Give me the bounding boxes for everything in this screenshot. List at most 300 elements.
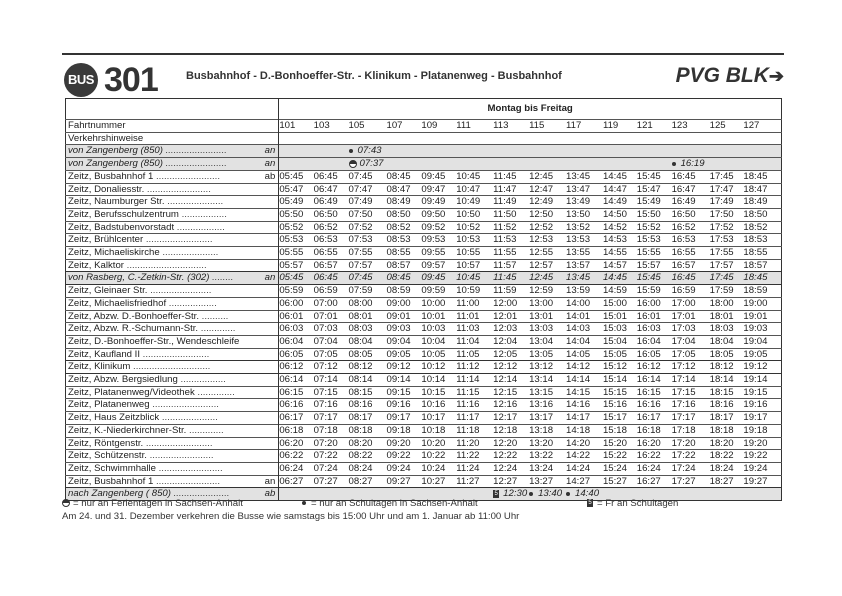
departure-time: 16:57 (672, 259, 710, 272)
departure-time: 06:24 (279, 462, 314, 475)
departure-time: 15:50 (637, 208, 672, 221)
departure-time: 10:18 (421, 424, 456, 437)
departure-time: 07:24 (314, 462, 349, 475)
departure-time: 16:04 (637, 335, 672, 348)
departure-time: 12:57 (529, 259, 566, 272)
departure-time: 18:12 (710, 361, 744, 374)
departure-time: 11:27 (456, 475, 493, 488)
departure-time: 12:03 (493, 323, 529, 336)
leader-dots: ............................. (130, 361, 211, 373)
stop-name-cell (66, 272, 279, 285)
departure-time: 18:17 (710, 412, 744, 425)
departure-time: 18:55 (743, 247, 781, 260)
departure-time: 08:17 (349, 412, 387, 425)
departure-time: 12:52 (529, 221, 566, 234)
departure-time: 08:45 (387, 272, 422, 285)
departure-time (387, 145, 422, 158)
departure-time: 07:20 (314, 437, 349, 450)
stop-name: Zeitz, Michaelisfriedhof (68, 297, 167, 309)
departure-time: 17:27 (672, 475, 710, 488)
stop-name: Zeitz, Schützenstr. (68, 450, 147, 462)
departure-time: 11:20 (456, 437, 493, 450)
departure-time: 15:49 (637, 196, 672, 209)
stop-name-cell (66, 183, 279, 196)
stop-name: Zeitz, Kaufland II (68, 348, 140, 360)
departure-time: 18:45 (743, 170, 781, 183)
departure-time: 11:59 (493, 285, 529, 298)
departure-time: 15:47 (637, 183, 672, 196)
departure-time: 19:04 (743, 335, 781, 348)
departure-time: 09:49 (421, 196, 456, 209)
stop-name-cell (66, 462, 279, 475)
departure-time: 17:47 (710, 183, 744, 196)
trip-number: 103 (314, 120, 349, 133)
departure-time: 05:52 (279, 221, 314, 234)
departure-time: 13:45 (566, 272, 603, 285)
trip-number: 121 (637, 120, 672, 133)
trip-number-label: Fahrtnummer (66, 120, 279, 133)
departure-time: 19:24 (743, 462, 781, 475)
departure-time: 08:00 (349, 297, 387, 310)
departure-time: 13:22 (529, 450, 566, 463)
departure-time: 07:59 (349, 285, 387, 298)
departure-time: 11:22 (456, 450, 493, 463)
stop-name: Zeitz, Gleinaer Str. (68, 285, 148, 297)
departure-time: 13:50 (566, 208, 603, 221)
departure-time: 16:50 (672, 208, 710, 221)
leader-dots: ..................... (170, 488, 230, 500)
departure-time: 16:53 (672, 234, 710, 247)
departure-time: 11:15 (456, 386, 493, 399)
route-description: Busbahnhof - D.-Bonhoeffer-Str. - Klinikum - Platanenweg - Busbahnhof (186, 70, 562, 82)
departure-time: 06:20 (279, 437, 314, 450)
departure-time: 10:50 (456, 208, 493, 221)
departure-time: 13:47 (566, 183, 603, 196)
departure-time: 05:57 (279, 259, 314, 272)
stop-name: Zeitz, Naumburger Str. (68, 196, 165, 208)
legend-friday-text: = Fr an Schultagen (597, 498, 679, 509)
departure-time: 18:59 (743, 285, 781, 298)
departure-time: 11:57 (493, 259, 529, 272)
stop-name: von Zangenberg (850) (68, 145, 163, 157)
timetable-row (66, 335, 782, 348)
departure-time: 17:12 (672, 361, 710, 374)
departure-time (421, 145, 456, 158)
trip-number: 119 (603, 120, 637, 133)
timetable-row (66, 386, 782, 399)
timetable-row (66, 399, 782, 412)
departure-time: 18:53 (743, 234, 781, 247)
departure-time: 12:18 (493, 424, 529, 437)
leader-dots: ..................... (159, 247, 219, 259)
departure-time: 09:16 (387, 399, 422, 412)
departure-time: 08:57 (387, 259, 422, 272)
departure-time: 14:55 (603, 247, 637, 260)
legend-school-text: = nur an Schultagen in Sachsen-Anhalt (311, 498, 478, 509)
departure-time: 08:04 (349, 335, 387, 348)
friday-box-icon: 5 (588, 500, 592, 507)
departure-time: 18:01 (710, 310, 744, 323)
timetable-row (66, 348, 782, 361)
trip-number: 125 (710, 120, 744, 133)
departure-time: 06:49 (314, 196, 349, 209)
timetable-row (66, 462, 782, 475)
departure-time: 11:01 (456, 310, 493, 323)
departure-time: 09:14 (387, 374, 422, 387)
leader-dots: .............................. (123, 259, 207, 271)
departure-time: 14:40 (566, 488, 603, 501)
trip-number: 105 (349, 120, 387, 133)
legend-holiday-text: = nur an Ferientagen in Sachsen-Anhalt (73, 498, 243, 509)
departure-time: 11:18 (456, 424, 493, 437)
stop-name-cell (66, 247, 279, 260)
departure-time: 13:12 (529, 361, 566, 374)
departure-time: 15:53 (637, 234, 672, 247)
departure-time: 15:45 (637, 272, 672, 285)
departure-time: 08:45 (387, 170, 422, 183)
service-days: Montag bis Freitag (487, 103, 573, 115)
timetable-row (66, 145, 782, 158)
departure-time: 17:03 (672, 323, 710, 336)
departure-time: 13:27 (529, 475, 566, 488)
leader-dots: ........................ (155, 462, 223, 474)
departure-time: 09:01 (387, 310, 422, 323)
departure-time: 19:00 (743, 297, 781, 310)
departure-time: 13:05 (529, 348, 566, 361)
dot-icon (566, 492, 570, 496)
departure-time: 14:50 (603, 208, 637, 221)
stop-name-cell (66, 158, 279, 171)
stop-name-cell (66, 208, 279, 221)
departure-time: 08:27 (349, 475, 387, 488)
departure-time (710, 145, 744, 158)
stop-name-cell (66, 450, 279, 463)
departure-time: 18:57 (743, 259, 781, 272)
departure-time: 10:01 (421, 310, 456, 323)
timetable-row (66, 310, 782, 323)
leader-dots: ....................... (147, 285, 212, 297)
departure-time: 10:53 (456, 234, 493, 247)
leader-dots: ................. (178, 208, 227, 220)
departure-time: 08:24 (349, 462, 387, 475)
leader-dots: ....................... (162, 158, 227, 170)
stop-name-cell (66, 196, 279, 209)
departure-time: 07:01 (314, 310, 349, 323)
departure-time: 08:14 (349, 374, 387, 387)
stop-name: Zeitz, Klinikum (68, 361, 131, 373)
departure-time: 07:43 (349, 145, 387, 158)
stop-name: Zeitz, Platanenweg (68, 399, 150, 411)
timetable-row (66, 475, 782, 488)
departure-time: 13:01 (529, 310, 566, 323)
friday-box-icon: 5 (494, 490, 498, 497)
arrival-departure-marker: an (264, 145, 276, 157)
departure-time: 19:27 (743, 475, 781, 488)
departure-time: 07:05 (314, 348, 349, 361)
stop-name-cell (66, 424, 279, 437)
departure-time: 16:14 (637, 374, 672, 387)
departure-time: 18:05 (710, 348, 744, 361)
departure-time: 17:15 (672, 386, 710, 399)
departure-time: 05:49 (279, 196, 314, 209)
departure-time: 09:18 (387, 424, 422, 437)
departure-time: 16:55 (672, 247, 710, 260)
timetable-row (66, 272, 782, 285)
arrival-departure-marker: an (264, 272, 276, 284)
departure-time: 07:16 (314, 399, 349, 412)
trip-number: 123 (672, 120, 710, 133)
departure-time: 13:49 (566, 196, 603, 209)
departure-time: 16:12 (637, 361, 672, 374)
departure-time: 11:45 (493, 272, 529, 285)
timetable-row (66, 208, 782, 221)
departure-time: 14:03 (566, 323, 603, 336)
departure-time: 10:22 (421, 450, 456, 463)
departure-time: 07:49 (349, 196, 387, 209)
departure-time: 05:45 (279, 170, 314, 183)
departure-time: 12:17 (493, 412, 529, 425)
stop-name-cell (66, 348, 279, 361)
stop-name: Zeitz, Abzw. Bergsiedlung (68, 374, 178, 386)
departure-time: 18:52 (743, 221, 781, 234)
departure-time: 06:59 (314, 285, 349, 298)
departure-time: 08:05 (349, 348, 387, 361)
stop-name: Zeitz, Abzw. D.-Bonhoeffer-Str. (68, 310, 199, 322)
departure-time: 13:18 (529, 424, 566, 437)
departure-time: 16:27 (637, 475, 672, 488)
departure-time: 12:45 (529, 170, 566, 183)
timetable-row (66, 361, 782, 374)
departure-time: 12:49 (529, 196, 566, 209)
departure-time: 09:12 (387, 361, 422, 374)
departure-time: 10:12 (421, 361, 456, 374)
departure-time: 19:12 (743, 361, 781, 374)
stop-name-cell (66, 335, 279, 348)
departure-time: 14:52 (603, 221, 637, 234)
departure-time (456, 158, 493, 171)
departure-time: 10:05 (421, 348, 456, 361)
departure-time: 18:20 (710, 437, 744, 450)
departure-time: 14:27 (566, 475, 603, 488)
stop-name-cell (66, 412, 279, 425)
departure-time: 06:15 (279, 386, 314, 399)
departure-time: 12:16 (493, 399, 529, 412)
leader-dots: ..................... (159, 412, 218, 424)
departure-time: 17:22 (672, 450, 710, 463)
departure-time: 16:15 (637, 386, 672, 399)
departure-time: 08:50 (387, 208, 422, 221)
legend-holiday (62, 498, 243, 509)
departure-time: 09:50 (421, 208, 456, 221)
departure-time: 15:59 (637, 285, 672, 298)
timetable-row (66, 234, 782, 247)
notes-label: Verkehrshinweise (66, 132, 279, 145)
departure-time (493, 145, 529, 158)
arrival-departure-marker: an (264, 475, 276, 487)
departure-time: 07:53 (349, 234, 387, 247)
departure-time: 11:00 (456, 297, 493, 310)
departure-time: 12:55 (529, 247, 566, 260)
departure-time: 09:15 (387, 386, 422, 399)
departure-time: 10:03 (421, 323, 456, 336)
departure-time: 06:45 (314, 272, 349, 285)
departure-time: 05:59 (279, 285, 314, 298)
departure-time: 17:57 (710, 259, 744, 272)
departure-time: 14:15 (566, 386, 603, 399)
departure-time: 16:45 (672, 170, 710, 183)
departure-time: 14:05 (566, 348, 603, 361)
leader-dots: ..................... (164, 196, 224, 208)
trip-number: 115 (529, 120, 566, 133)
departure-time: 06:14 (279, 374, 314, 387)
departure-time: 13:40 (529, 488, 566, 501)
trip-number: 101 (279, 120, 314, 133)
timetable-row (66, 183, 782, 196)
departure-time: 11:49 (493, 196, 529, 209)
departure-time: 08:16 (349, 399, 387, 412)
departure-time: 07:37 (349, 158, 387, 171)
departure-time: 19:03 (743, 323, 781, 336)
departure-time: 06:04 (279, 335, 314, 348)
departure-time: 09:27 (387, 475, 422, 488)
stop-name-cell (66, 361, 279, 374)
departure-time: 15:18 (603, 424, 637, 437)
departure-time: 06:12 (279, 361, 314, 374)
departure-time: 15:04 (603, 335, 637, 348)
departure-time: 08:47 (387, 183, 422, 196)
departure-time: 12:53 (529, 234, 566, 247)
departure-time: 15:12 (603, 361, 637, 374)
leader-dots: .................. (166, 297, 217, 309)
departure-time: 17:52 (710, 221, 744, 234)
departure-time: 10:14 (421, 374, 456, 387)
departure-time: 15:57 (637, 259, 672, 272)
departure-time: 14:47 (603, 183, 637, 196)
departure-time (314, 145, 349, 158)
leader-dots: ............. (186, 424, 224, 436)
stop-name: nach Zangenberg ( 850) (68, 488, 171, 500)
departure-time: 18:16 (710, 399, 744, 412)
departure-time: 14:20 (566, 437, 603, 450)
departure-time: 06:57 (314, 259, 349, 272)
departure-time: 07:04 (314, 335, 349, 348)
departure-time: 09:53 (421, 234, 456, 247)
leader-dots: ......................... (140, 348, 210, 360)
departure-time: 17:59 (710, 285, 744, 298)
departure-time: 15:17 (603, 412, 637, 425)
departure-time: 10:20 (421, 437, 456, 450)
departure-time: 15:52 (637, 221, 672, 234)
departure-time: 15:27 (603, 475, 637, 488)
departure-time: 16:22 (637, 450, 672, 463)
dot-icon (529, 492, 533, 496)
timetable-row (66, 297, 782, 310)
operator-name: PVG BLK (675, 64, 769, 87)
departure-time: 18:04 (710, 335, 744, 348)
departure-time: 11:05 (456, 348, 493, 361)
leader-dots: ........................ (144, 183, 211, 195)
departure-time: 10:59 (456, 285, 493, 298)
timetable-row (66, 170, 782, 183)
leader-dots: .................. (174, 221, 225, 233)
half-circle-icon (349, 160, 357, 168)
days-row (66, 99, 782, 120)
departure-time: 17:50 (710, 208, 744, 221)
departure-time: 14:57 (603, 259, 637, 272)
departure-time: 09:45 (421, 170, 456, 183)
departure-time: 15:20 (603, 437, 637, 450)
departure-time: 07:45 (349, 170, 387, 183)
departure-time: 07:15 (314, 386, 349, 399)
stop-name: Zeitz, Kalktor (68, 259, 124, 271)
departure-time: 14:53 (603, 234, 637, 247)
departure-time: 12:22 (493, 450, 529, 463)
timetable-row (66, 437, 782, 450)
departure-time: 18:18 (710, 424, 744, 437)
departure-time: 13:04 (529, 335, 566, 348)
stop-name: von Rasberg, C.-Zetkin-Str. (302) (68, 272, 210, 284)
departure-time: 12:27 (493, 475, 529, 488)
departure-time: 19:05 (743, 348, 781, 361)
departure-time: 15:15 (603, 386, 637, 399)
departure-time: 11:14 (456, 374, 493, 387)
departure-time: 08:12 (349, 361, 387, 374)
arrival-departure-marker: ab (264, 170, 276, 182)
departure-time: 10:17 (421, 412, 456, 425)
stop-name-cell (66, 297, 279, 310)
departure-time: 05:47 (279, 183, 314, 196)
departure-time: 11:17 (456, 412, 493, 425)
departure-time: 07:00 (314, 297, 349, 310)
stop-name: Zeitz, Michaeliskirche (68, 247, 160, 259)
stop-name-cell (66, 399, 279, 412)
departure-time: 16:19 (672, 158, 710, 171)
departure-time: 16:52 (672, 221, 710, 234)
departure-time: 06:27 (279, 475, 314, 488)
departure-time (456, 145, 493, 158)
departure-time: 09:05 (387, 348, 422, 361)
departure-time: 09:52 (421, 221, 456, 234)
departure-time: 14:45 (603, 272, 637, 285)
departure-time: 12:50 (529, 208, 566, 221)
departure-time: 08:01 (349, 310, 387, 323)
departure-time: 07:17 (314, 412, 349, 425)
departure-time: 13:16 (529, 399, 566, 412)
departure-time: 19:01 (743, 310, 781, 323)
leader-dots: ........................ (146, 450, 214, 462)
departure-time: 13:24 (529, 462, 566, 475)
departure-time: 07:55 (349, 247, 387, 260)
stop-name: Zeitz, Busbahnhof 1 (68, 475, 154, 487)
departure-time: 16:17 (637, 412, 672, 425)
departure-time: 09:03 (387, 323, 422, 336)
departure-time: 07:22 (314, 450, 349, 463)
legend-school (302, 498, 478, 509)
departure-time: 05:50 (279, 208, 314, 221)
departure-time: 10:47 (456, 183, 493, 196)
departure-time: 16:45 (672, 272, 710, 285)
departure-time: 06:01 (279, 310, 314, 323)
departure-time: 13:55 (566, 247, 603, 260)
departure-time: 09:24 (387, 462, 422, 475)
timetable-row (66, 323, 782, 336)
departure-time: 14:14 (566, 374, 603, 387)
departure-time: 08:52 (387, 221, 422, 234)
departure-time: 09:59 (421, 285, 456, 298)
stop-name: Zeitz, Busbahnhof 1 (68, 170, 154, 182)
departure-time: 12:47 (529, 183, 566, 196)
trip-number: 113 (493, 120, 529, 133)
